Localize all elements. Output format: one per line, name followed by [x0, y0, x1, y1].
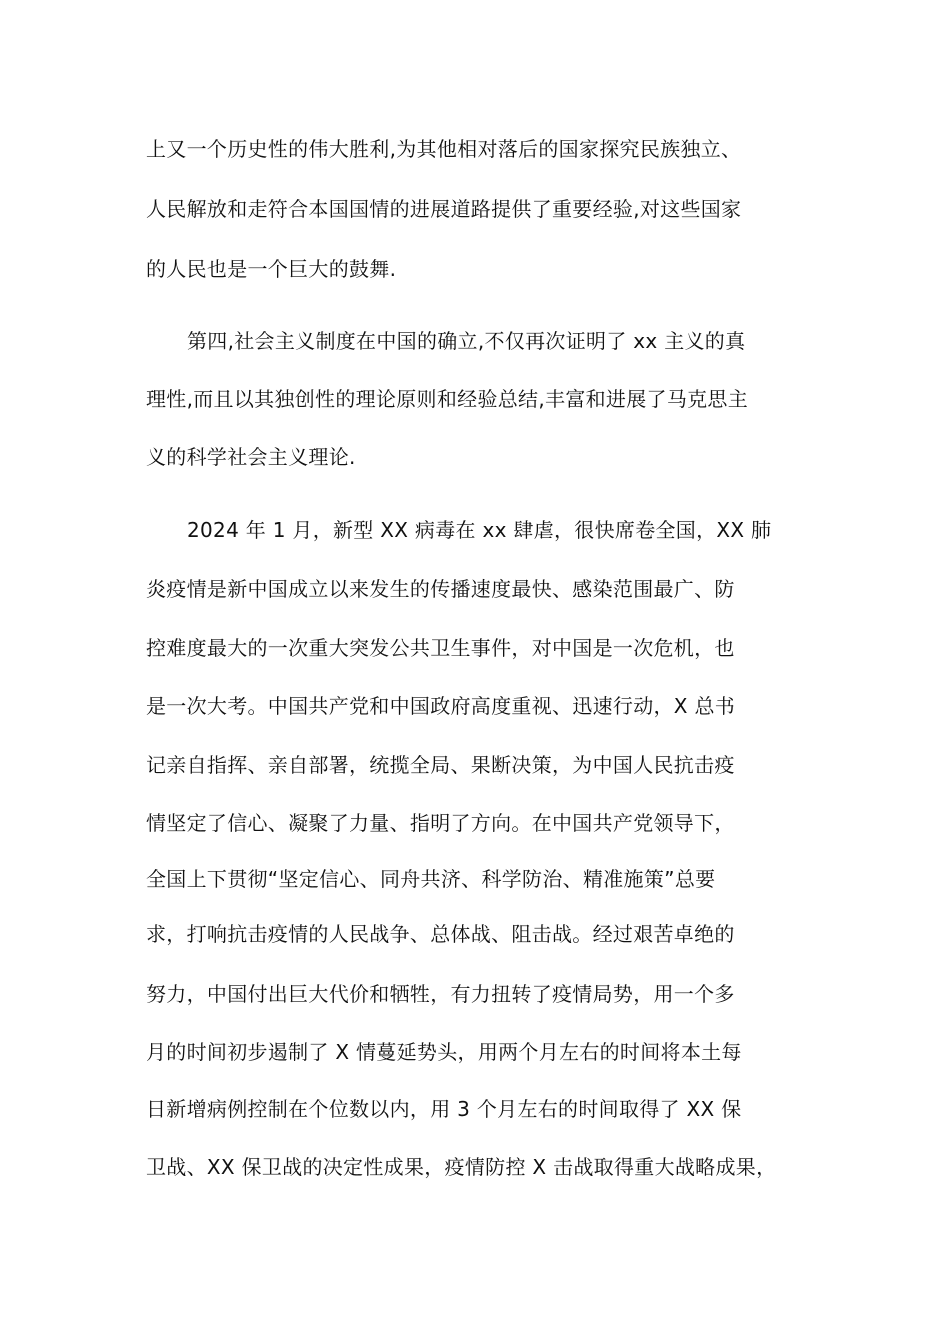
- paragraph-3-line-4: 是一次大考。中国共产党和中国政府高度重视、迅速行动，X 总书: [146, 694, 736, 718]
- paragraph-1-line-2: 人民解放和走符合本国国情的进展道路提供了重要经验,对这些国家: [146, 197, 742, 221]
- paragraph-3-line-8: 求，打响抗击疫情的人民战争、总体战、阻击战。经过艰苦卓绝的: [146, 922, 735, 946]
- paragraph-3-line-12: 卫战、XX 保卫战的决定性成果，疫情防控 X 击战取得重大战略成果，: [146, 1155, 777, 1179]
- paragraph-2-line-3: 义的科学社会主义理论.: [146, 445, 356, 469]
- paragraph-3-line-5: 记亲自指挥、亲自部署，统揽全局、果断决策，为中国人民抗击疫: [146, 753, 735, 777]
- paragraph-3-line-9: 努力，中国付出巨大代价和牺牲，有力扭转了疫情局势，用一个多: [146, 982, 735, 1006]
- paragraph-3-line-3: 控难度最大的一次重大突发公共卫生事件，对中国是一次危机，也: [146, 636, 735, 660]
- paragraph-3-line-7: 全国上下贯彻“坚定信心、同舟共济、科学防治、精准施策”总要: [146, 867, 716, 891]
- paragraph-1-line-1: 上又一个历史性的伟大胜利,为其他相对落后的国家探究民族独立、: [146, 137, 742, 161]
- paragraph-3-line-10: 月的时间初步遏制了 X 情蔓延势头，用两个月左右的时间将本土每: [146, 1040, 742, 1064]
- paragraph-2-line-2: 理性,而且以其独创性的理论原则和经验总结,丰富和进展了马克思主: [146, 387, 749, 411]
- paragraph-3-line-11: 日新增病例控制在个位数以内，用 3 个月左右的时间取得了 XX 保: [146, 1097, 742, 1121]
- paragraph-2-line-1: 第四,社会主义制度在中国的确立,不仅再次证明了 xx 主义的真: [187, 329, 746, 353]
- paragraph-3-line-6: 情坚定了信心、凝聚了力量、指明了方向。在中国共产党领导下，: [146, 811, 735, 835]
- paragraph-1-line-3: 的人民也是一个巨大的鼓舞.: [146, 257, 397, 281]
- paragraph-3-line-2: 炎疫情是新中国成立以来发生的传播速度最快、感染范围最广、防: [146, 577, 735, 601]
- paragraph-3-line-1: 2024 年 1 月，新型 XX 病毒在 xx 肆虐，很快席卷全国，XX 肺: [187, 518, 772, 542]
